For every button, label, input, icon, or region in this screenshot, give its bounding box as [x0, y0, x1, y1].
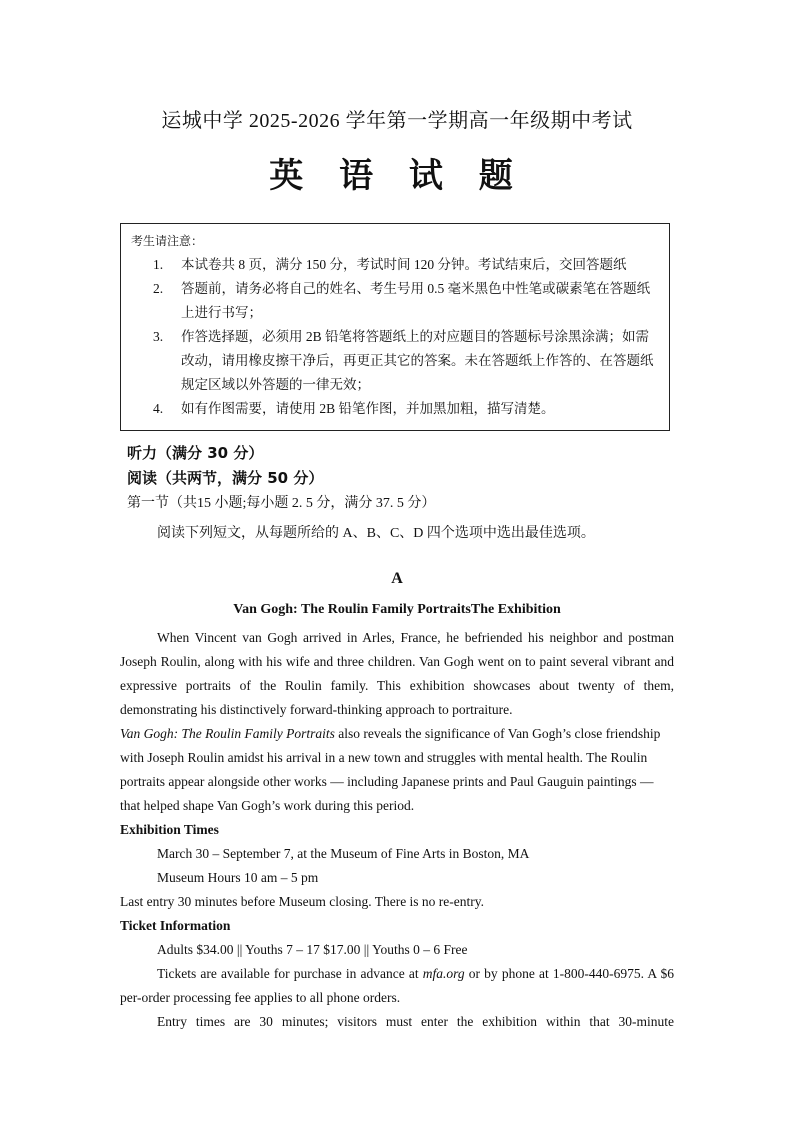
notice-item [131, 277, 659, 325]
notice-item-number: 2. [153, 281, 164, 296]
notice-item [131, 397, 659, 421]
last-entry-note: Last entry 30 minutes before Museum closing. There is no re-entry. [120, 894, 485, 909]
notice-item-number: 4. [153, 401, 164, 416]
ticket-purchase-paragraph [120, 962, 674, 1010]
notice-item-text: 作答选择题，必须用 2B 铅笔将答题纸上的对应题目的答题标号涂黑涂满；如需改动，请用橡皮擦干净后，再更正其它的答案。未在答题纸上作答的、在答题纸规定区域以外答题的一律无效； [181, 329, 654, 392]
ticket-purchase-text: Tickets are available for purchase in advance at [157, 966, 423, 981]
subject-title: 英 语 试 题 [269, 156, 525, 196]
museum-hours: Museum Hours 10 am – 5 pm [157, 870, 319, 885]
ticket-prices: Adults $34.00 || Youths 7 – 17 $17.00 || Youths 0 – 6 Free [157, 942, 468, 957]
notice-item-number: 3. [153, 329, 164, 344]
notice-item-text: 如有作图需要，请使用 2B 铅笔作图，并加黑加粗，描写清楚。 [181, 401, 555, 416]
exhibition-title-italic: Van Gogh: The Roulin Family Portraits [120, 726, 335, 741]
reading-instruction: 阅读下列短文，从每题所给的 A、B、C、D 四个选项中选出最佳选项。 [157, 526, 595, 541]
notice-item-text: 本试卷共 8 页，满分 150 分，考试时间 120 分钟。考试结束后，交回答题纸 [181, 257, 627, 272]
passage-paragraph-2 [120, 722, 674, 818]
notice-item-number: 1. [153, 257, 164, 272]
notice-item-text: 答题前，请务必将自己的姓名、考生号用 0.5 毫米黑色中性笔或碳素笔在答题纸上进行书写； [181, 281, 651, 320]
passage-title: Van Gogh: The Roulin Family PortraitsThe Exhibition [233, 602, 561, 617]
exhibition-dates: March 30 – September 7, at the Museum of Fine Arts in Boston, MA [157, 846, 530, 861]
notice-item [131, 253, 659, 277]
ticket-purchase-text-2: or by phone at 1-800-440-6975. A $6 per-order processing fee applies to all phone orders. [120, 966, 674, 1005]
section-listening: 听力（满分 30 分） [127, 444, 264, 462]
ticket-info-heading: Ticket Information [120, 918, 231, 933]
notice-item [131, 325, 659, 397]
entry-times-line: Entry times are 30 minutes; visitors must enter the exhibition within that 30-minute [157, 1014, 674, 1029]
notice-box [120, 223, 670, 431]
passage-paragraph-1: When Vincent van Gogh arrived in Arles, France, he befriended his neighbor and postman Joseph Roulin, along with his wife and three children. Van Gogh went on to paint several vibrant and expressive portraits of the Roulin family. This exhibition showcases about twenty of them, demonstrating his distinctively forward-thinking approach to portraiture. [120, 630, 674, 717]
exhibition-times-heading: Exhibition Times [120, 822, 219, 837]
notice-title: 考生请注意： [131, 234, 204, 248]
passage-body [120, 626, 674, 1034]
passage-letter: A [391, 570, 403, 587]
passage-paragraph-2-text: also reveals the significance of Van Gogh’s close friendship with Joseph Roulin amidst his arrival in a new town and struggles with mental health. The Roulin portraits appear alongside other works — including Japanese prints and Paul Gauguin paintings — that helped shape Van Gogh’s work during this period. [120, 726, 661, 813]
exam-title: 运城中学 2025-2026 学年第一学期高一年级期中考试 [161, 110, 633, 132]
section-part1: 第一节（共15 小题;每小题 2. 5 分，满分 37. 5 分） [127, 496, 436, 511]
section-reading: 阅读（共两节，满分 50 分） [127, 469, 324, 487]
website-link: mfa.org [422, 966, 465, 981]
